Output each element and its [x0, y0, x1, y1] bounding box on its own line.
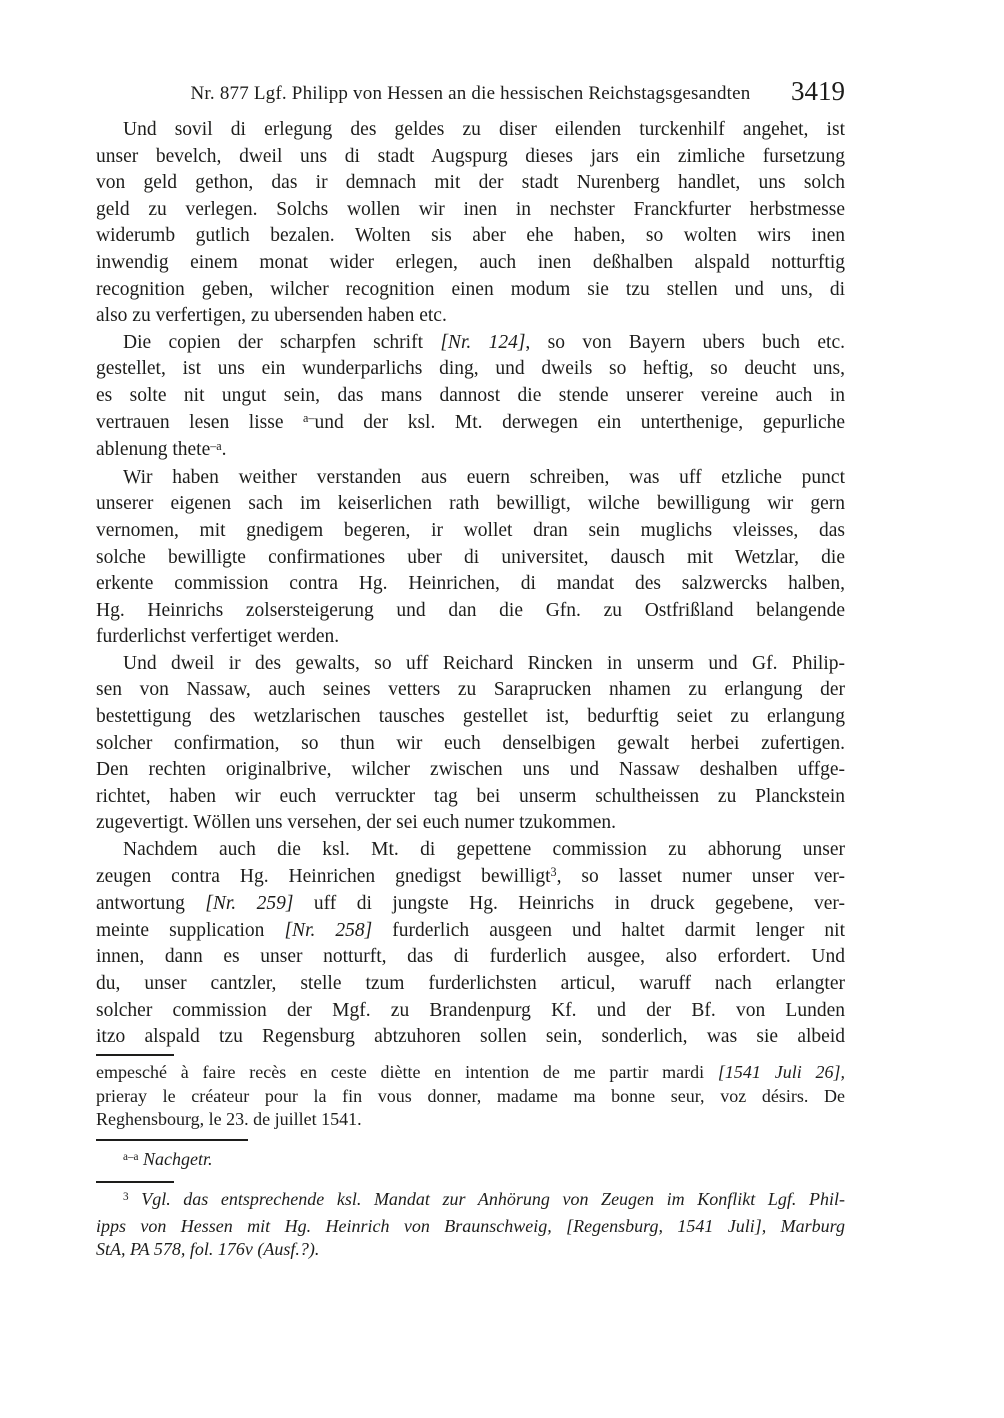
text-run: meinte supplication: [96, 919, 285, 941]
text-run: du, unser cantzler, stelle tzum furderlichsten articul, waruff nach erlangter: [96, 973, 845, 994]
text-run: richtet, haben wir euch verruckter tag bei unserm schultheissen zu Planckstein: [96, 785, 845, 807]
text-line: [96, 170, 845, 197]
text-line: [96, 545, 845, 572]
italic-run: ipps von Hessen mit Hg. Heinrich von Braunschweig, [Regensburg, 1541 Juli], Marburg: [96, 1215, 845, 1236]
text-run: unserer eigenen sach im keiserlichen rath bewilligt, wilche bewilligung wir gern: [96, 493, 845, 515]
text-run: Nachdem auch die ksl. Mt. di gepettene commission zu abhorung unser: [123, 839, 845, 861]
text-run: sen von Nassaw, auch seines vetters zu Saraprucken nhamen zu erlangung der: [96, 679, 845, 701]
italic-run: [Nr. 259]: [205, 893, 294, 915]
apparatus-separator-rule: [96, 1139, 248, 1141]
text-line: [96, 410, 845, 438]
text-line: [96, 117, 845, 144]
text-line: [96, 1108, 845, 1132]
text-line: [96, 1147, 845, 1174]
text-run: empesché à faire recès en ceste diètte en intention de me partir mardi: [96, 1062, 718, 1082]
text-run: Den rechten originalbrive, wilcher zwischen uns und Nassaw deshalben uffge-: [96, 759, 845, 781]
page-number: 3419: [791, 76, 845, 106]
text-run: inwendig einem monat wider erlegen, auch inen deßhalben alspald notturftig: [96, 251, 845, 273]
text-line: [96, 624, 845, 651]
text-run: ablenung thete: [96, 439, 211, 461]
text-run: solcher confirmation, so thun wir euch denselbigen gewalt herbei zufertigen.: [96, 732, 845, 754]
paragraph: [96, 837, 845, 1051]
text-line: [96, 1085, 845, 1109]
text-line: [96, 144, 845, 171]
text-run: antwortung: [96, 893, 206, 915]
text-run: innen, dann es unser notturft, das di furderlich ausgee, also erfordert. Und: [96, 946, 845, 968]
text-run: recognition geben, wilcher recognition einen modum sie tzu stellen und uns, di: [96, 278, 845, 300]
footnote-3: [96, 1188, 845, 1262]
paragraph: [96, 330, 845, 465]
text-line: [96, 277, 845, 304]
text-line: [96, 223, 845, 250]
text-run: widerumb gutlich bezalen. Wolten sis aber ehe haben, so wolten wirs inen: [96, 225, 845, 247]
paragraph: [96, 651, 845, 837]
text-run: vertrauen lesen lisse: [96, 411, 304, 433]
text-run: Reghensbourg, le 23. de juillet 1541.: [96, 1109, 362, 1129]
text-run: gestellet, ist uns ein wunderparlichs ding, und dweils so heftig, so deucht uns,: [96, 358, 845, 380]
superscript-run: 3: [123, 1190, 129, 1203]
paragraph: [96, 117, 845, 330]
text-line: [96, 998, 845, 1025]
text-line: [96, 1024, 845, 1051]
italic-run: [1541 Juli 26],: [717, 1062, 845, 1082]
text-run: bestettigung des wetzlarischen tausches gestellet ist, bedurftig seiet zu erlangung: [96, 706, 845, 728]
italic-run: [Nr. 124]: [440, 331, 526, 353]
text-run: Die copien der scharpfen schrift: [123, 331, 441, 353]
footnote-continuation-separator-rule: [96, 1054, 174, 1056]
text-run: also zu verfertigen, zu ubersenden haben etc.: [96, 305, 447, 327]
text-run: , so lasset numer unser ver-: [556, 865, 845, 887]
superscript-run: a–: [303, 411, 315, 426]
text-line: [96, 1061, 845, 1085]
text-line: [96, 944, 845, 971]
running-title: Nr. 877 Lgf. Philipp von Hessen an die hessischen Reichstagsgesandten: [190, 83, 751, 104]
text-run: .: [221, 439, 227, 461]
text-run: zugevertigt. Wöllen uns versehen, der sei euch numer tzukommen.: [96, 812, 617, 834]
italic-run: [Nr. 258]: [284, 919, 373, 941]
running-header: [96, 74, 845, 110]
text-run: furderlichst verfertiget werden.: [96, 626, 340, 648]
text-run: und der ksl. Mt. derwegen ein unterthenige, gepurliche: [314, 411, 845, 433]
text-line: [96, 651, 845, 678]
superscript-run: a–a: [123, 1150, 139, 1163]
text-line: [96, 784, 845, 811]
text-run: solcher commission der Mgf. zu Brandenpurg Kf. und der Bf. von Lunden: [96, 999, 845, 1021]
text-line: [96, 810, 845, 837]
text-run: von geld gethon, das ir demnach mit der stadt Nurenberg handlet, uns solch: [96, 172, 845, 194]
text-run: erkente commission contra Hg. Heinrichen, di mandat des salzwercks halben,: [96, 573, 845, 595]
text-line: [96, 303, 845, 330]
text-run: Und sovil di erlegung des geldes zu diser eilenden turckenhilf angehet, ist: [123, 119, 845, 140]
text-line: [96, 518, 845, 545]
numbered-footnote-separator-rule: [96, 1181, 174, 1183]
text-run: itzo alspald tzu Regensburg abtzuhoren sollen sein, sonderlich, was sie albeid: [96, 1026, 845, 1048]
superscript-run: 3: [550, 865, 557, 880]
text-line: [96, 356, 845, 383]
text-run: es solte nit ungut sein, das mans dannost die stende unserer vereine auch in: [96, 384, 845, 406]
text-line: [96, 197, 845, 224]
text-line: [96, 1238, 845, 1262]
text-line: [96, 1188, 845, 1215]
text-line: [96, 677, 845, 704]
text-run: prieray le créateur pour la fin vous donner, madame ma bonne seur, voz désirs. De: [96, 1085, 845, 1106]
text-line: [96, 250, 845, 277]
superscript-run: –a: [210, 438, 222, 453]
text-line: [96, 571, 845, 598]
text-run: Und dweil ir des gewalts, so uff Reichard Rincken in unserm und Gf. Philip-: [123, 652, 845, 674]
text-line: [96, 330, 845, 357]
text-run: Wir haben weither verstanden aus euern schreiben, was uff etzliche punct: [123, 466, 845, 488]
text-line: [96, 465, 845, 492]
text-line: [96, 971, 845, 998]
text-run: vernomen, mit gnedigem begeren, ir wollet dran sein muglichs vleisses, das: [96, 519, 845, 541]
text-run: furderlich ausgeen und haltet darmit lenger nit: [372, 919, 845, 941]
text-run: , so von Bayern ubers buch etc.: [525, 331, 845, 353]
text-line: [96, 437, 845, 465]
body-text: [96, 117, 845, 1051]
italic-run: Nachgetr.: [142, 1149, 213, 1169]
apparatus-note: [96, 1147, 845, 1174]
italic-run: StA, PA 578, fol. 176v (Ausf.?).: [96, 1239, 320, 1259]
italic-run: Vgl. das entsprechende ksl. Mandat zur Anhörung von Zeugen im Konflikt Lgf. Phil-: [141, 1189, 846, 1209]
text-line: [96, 918, 845, 945]
text-line: [96, 704, 845, 731]
text-run: geld zu verlegen. Solchs wollen wir inen in nechster Franckfurter herbstmesse: [96, 198, 845, 220]
text-line: [96, 757, 845, 784]
text-line: [96, 864, 845, 892]
text-line: [96, 598, 845, 625]
text-run: solche bewilligte confirmationes uber di universitet, dausch mit Wetzlar, die: [96, 546, 845, 568]
text-line: [96, 731, 845, 758]
paragraph: [96, 465, 845, 651]
text-run: zeugen contra Hg. Heinrichen gnedigst bewilligt: [96, 865, 551, 887]
text-run: Hg. Heinrichs zolsersteigerung und dan die Gfn. zu Ostfrißland belangende: [96, 599, 845, 621]
text-line: [96, 837, 845, 864]
text-run: [129, 1189, 142, 1209]
text-line: [96, 1215, 845, 1239]
text-line: [96, 491, 845, 518]
text-line: [96, 891, 845, 918]
text-line: [96, 383, 845, 410]
text-run: unser bevelch, dweil uns di stadt Augspurg dieses jars ein zimliche fursetzung: [96, 145, 845, 167]
text-run: uff di jungste Hg. Heinrichs in druck gegebene, ver-: [293, 893, 845, 915]
footnote-continuation: [96, 1061, 845, 1132]
